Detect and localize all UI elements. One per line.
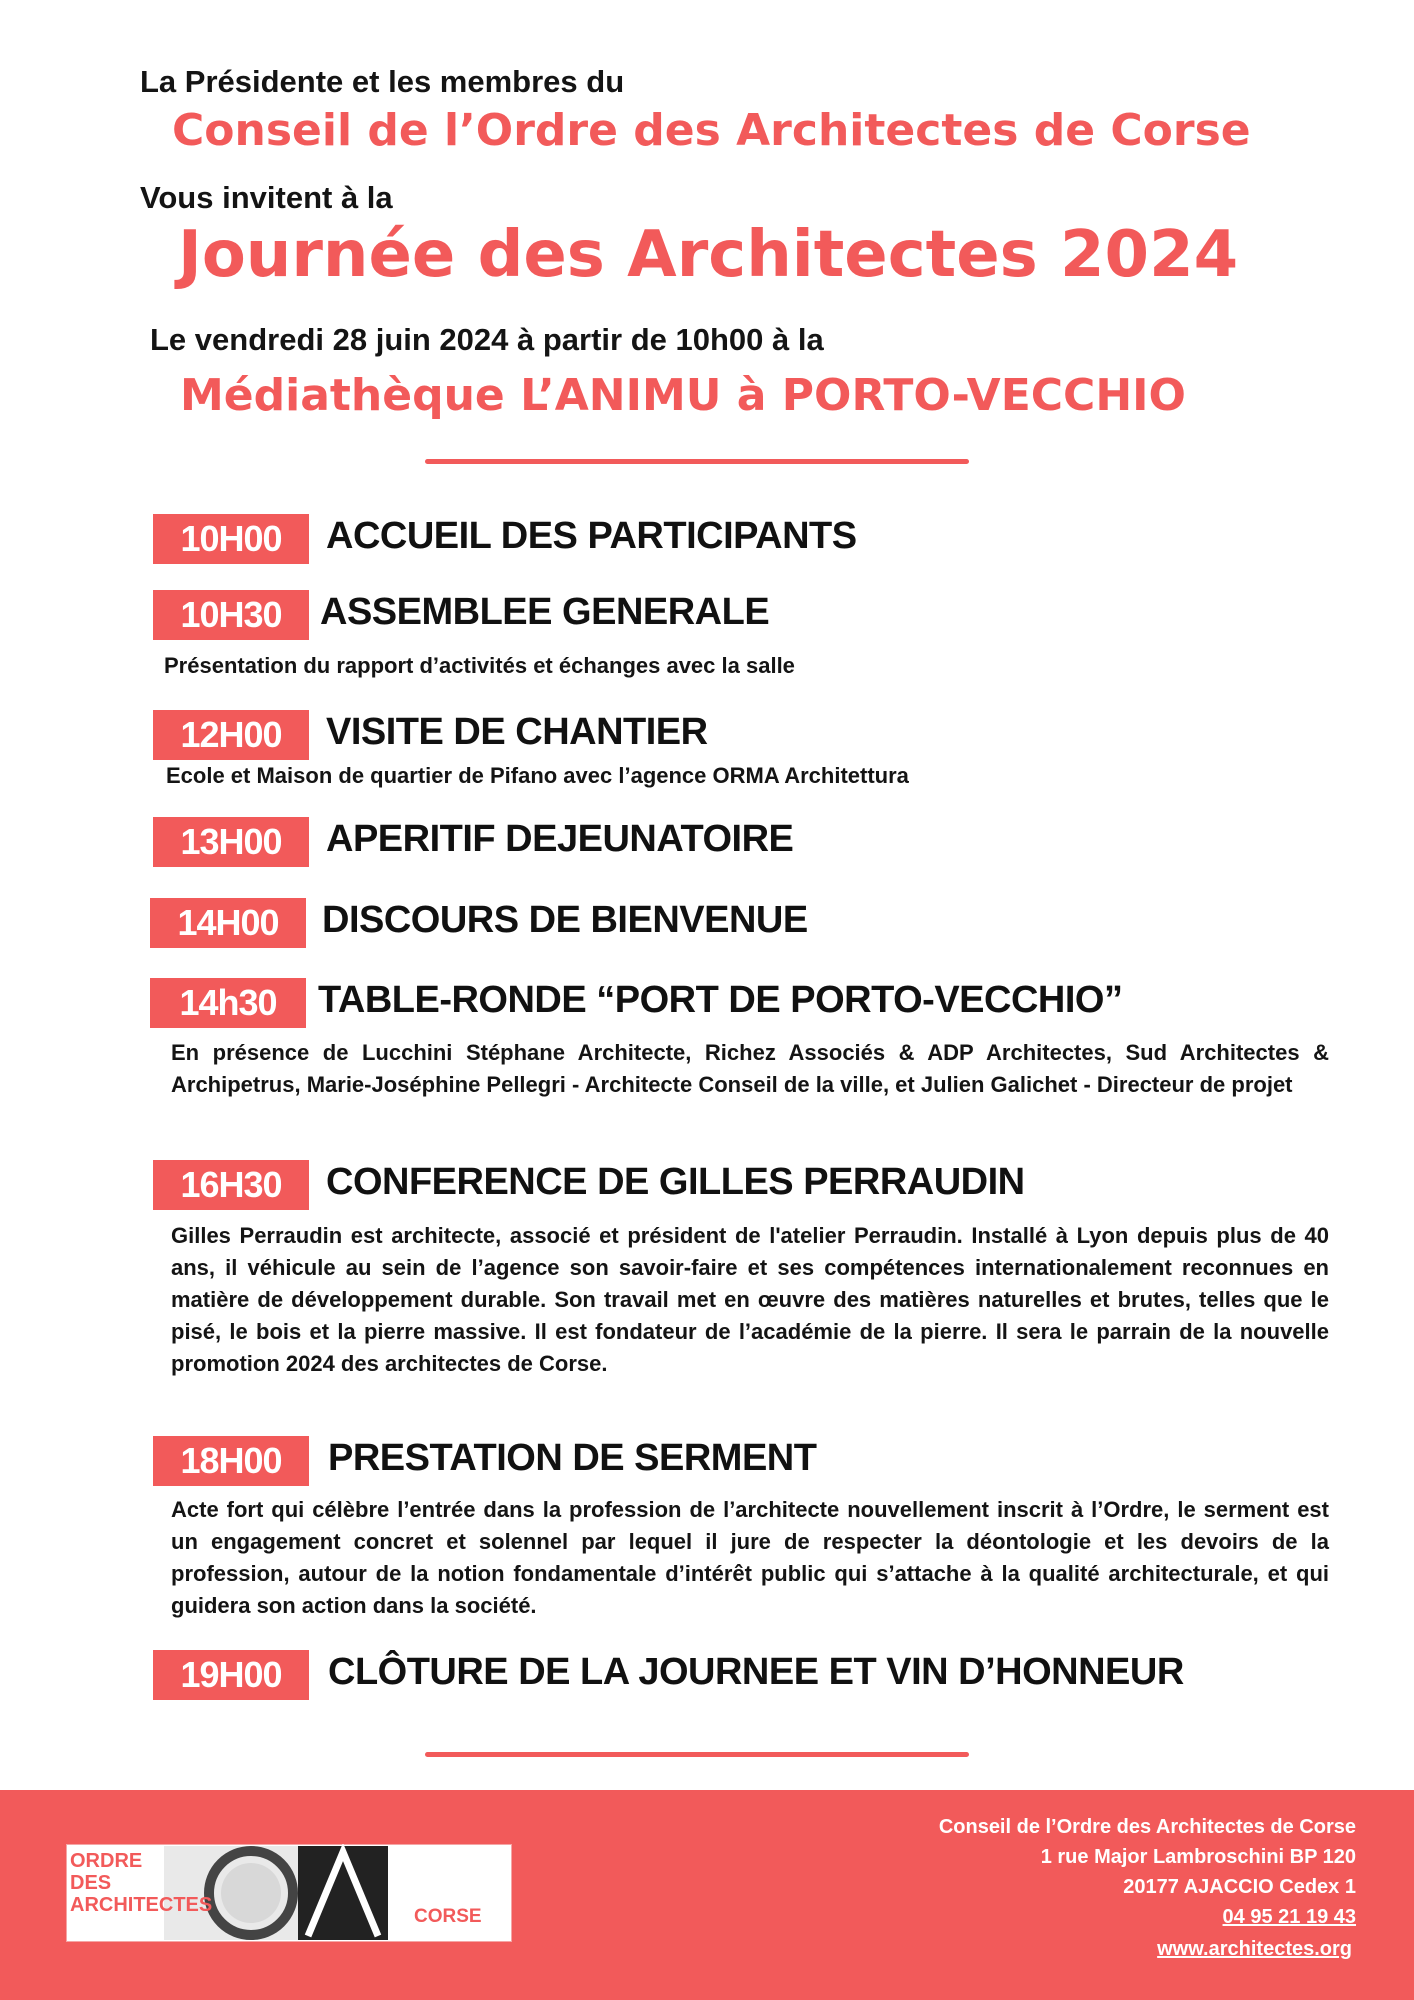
contact-address: 1 rue Major Lambroschini BP 120 [1040,1846,1356,1868]
time-badge: 14H00 [150,898,306,948]
time-badge: 14h30 [150,978,306,1028]
item-description: Acte fort qui célèbre l’entrée dans la profession de l’architecte nouvellement inscrit à l’Ordre, le serment est un engagement concret et solennel par lequel il jure de respecter la déontologie et les devoirs de la profession, autour de la notion fondamentale d’intérêt public qui s’attache à la qualité architecturale, et qui guidera son action dans la société. [171,1497,1329,1618]
time-badge: 12H00 [153,710,309,760]
logo-region: CORSE [414,1906,482,1927]
logo-line-3: ARCHITECTES [70,1894,213,1916]
bottom-divider [425,1752,969,1757]
logo-line-1: ORDRE [70,1850,143,1872]
venue-name: Médiathèque L’ANIMU à PORTO-VECCHIO [180,370,1186,421]
organization-name: Conseil de l’Ordre des Architectes de Corse [172,105,1251,156]
item-description: Ecole et Maison de quartier de Pifano avec l’agence ORMA Architettura [166,763,909,788]
item-description: Gilles Perraudin est architecte, associé et président de l'atelier Perraudin. Installé à Lyon depuis plus de 40 ans, il véhicule au sein de l’agence son savoir-faire et ses compétences internationalement reconnues en matière de développement durable. Son travail met en œuvre des matières naturelles et brutes, telles que le pisé, le bois et la pierre massive. Il est fondateur de l’académie de la pierre. Il sera le parrain de la nouvelle promotion 2024 des architectes de Corse. [171,1223,1329,1376]
contact-phone-link[interactable]: 04 95 21 19 43 [1222,1906,1356,1928]
website-link[interactable]: www.architectes.org [1157,1938,1352,1960]
intro-line: La Présidente et les membres du [140,64,625,99]
item-title: ASSEMBLEE GENERALE [320,591,770,633]
item-title: DISCOURS DE BIENVENUE [322,899,808,941]
item-description: En présence de Lucchini Stéphane Architecte, Richez Associés & ADP Architectes, Sud Architectes & Archipetrus, Marie-Joséphine Pellegri - Architecte Conseil de la ville, et Julien Galichet - Directeur de projet [171,1040,1329,1097]
item-title: CLÔTURE DE LA JOURNEE ET VIN D’HONNEUR [328,1651,1184,1693]
ordre-architectes-logo [66,1844,512,1942]
item-title: PRESTATION DE SERMENT [328,1437,817,1479]
contact-city: 20177 AJACCIO Cedex 1 [1123,1876,1356,1898]
logo-line-2: DES [70,1872,112,1894]
time-badge: 18H00 [153,1436,309,1486]
time-badge: 10H00 [153,514,309,564]
item-title: ACCUEIL DES PARTICIPANTS [326,515,857,557]
contact-name: Conseil de l’Ordre des Architectes de Corse [938,1816,1356,1838]
item-title: TABLE-RONDE “PORT DE PORTO-VECCHIO” [318,979,1123,1021]
item-title: VISITE DE CHANTIER [326,711,708,753]
item-title: APERITIF DEJEUNATOIRE [326,818,794,860]
item-title: CONFERENCE DE GILLES PERRAUDIN [326,1161,1025,1203]
time-badge: 16H30 [153,1160,309,1210]
item-description: Présentation du rapport d’activités et échanges avec la salle [164,653,795,678]
event-title: Journée des Architectes 2024 [178,218,1239,292]
time-badge: 10H30 [153,590,309,640]
top-divider [425,459,969,464]
time-badge: 13H00 [153,817,309,867]
logo-text [70,1850,212,1916]
date-line: Le vendredi 28 juin 2024 à partir de 10h00 à la [150,322,824,357]
invite-line: Vous invitent à la [140,180,393,215]
time-badge: 19H00 [153,1650,309,1700]
